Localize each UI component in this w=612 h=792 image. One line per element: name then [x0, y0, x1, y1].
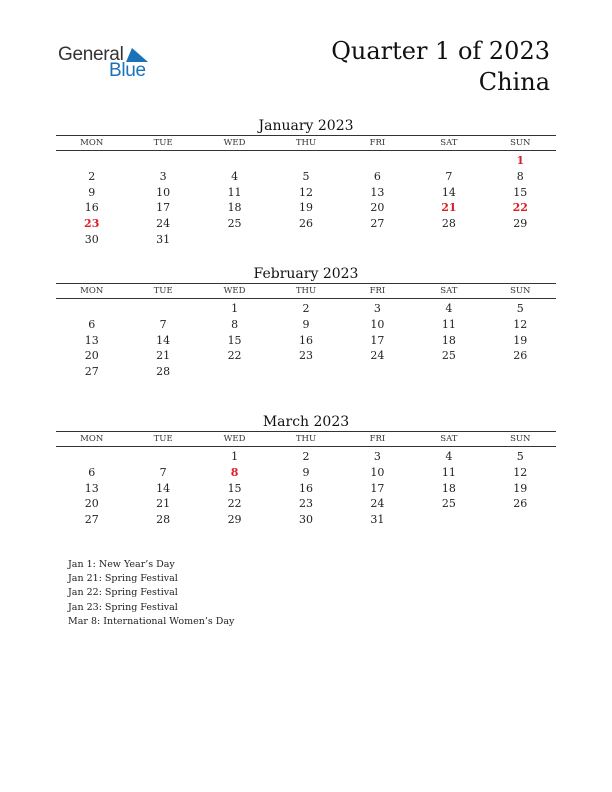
header-rule-bottom [56, 150, 556, 151]
weekday-label: SAT [440, 434, 458, 444]
day-cell: 21 [156, 497, 171, 511]
empty-day-cell [270, 232, 341, 248]
weekday-label: WED [223, 138, 246, 148]
day-cell: 24 [370, 497, 385, 511]
empty-day-cell [127, 153, 198, 169]
weekday-label: SUN [510, 434, 531, 444]
holiday-list [68, 558, 234, 629]
day-cell: 6 [88, 465, 96, 479]
weekday-label: WED [223, 286, 246, 296]
day-cell: 8 [231, 317, 239, 331]
weekday-label: MON [80, 138, 104, 148]
day-cell: 10 [370, 317, 385, 331]
empty-day-cell [485, 512, 556, 528]
holiday-entry: Jan 23: Spring Festival [68, 601, 178, 613]
day-cell: 7 [445, 169, 453, 183]
day-cell: 13 [84, 333, 99, 347]
day-cell: 18 [441, 481, 456, 495]
weekday-header [56, 136, 556, 150]
weekday-label: THU [295, 434, 317, 444]
day-cell: 9 [88, 185, 96, 199]
day-cell: 25 [441, 349, 456, 363]
day-cell: 24 [370, 349, 385, 363]
day-cell: 1 [231, 302, 239, 315]
weekday-label: SUN [510, 138, 531, 148]
empty-day-cell [270, 153, 341, 169]
day-cell: 31 [370, 513, 385, 527]
weekday-label: FRI [369, 138, 386, 148]
month-march [56, 413, 556, 528]
day-cell: 17 [370, 333, 385, 347]
day-grid [56, 153, 556, 248]
empty-day-cell [413, 512, 484, 528]
day-cell: 14 [441, 185, 456, 199]
day-cell: 3 [373, 450, 381, 463]
day-cell: 12 [513, 317, 528, 331]
day-cell: 7 [159, 465, 167, 479]
empty-day-cell [127, 449, 198, 465]
day-cell: 27 [84, 365, 99, 379]
weekday-header [56, 432, 556, 446]
day-cell: 4 [445, 450, 453, 463]
header-rule-bottom [56, 298, 556, 299]
day-cell: 30 [298, 513, 313, 527]
day-cell: 19 [513, 333, 528, 347]
day-cell: 23 [84, 217, 100, 231]
empty-day-cell [413, 364, 484, 380]
day-cell: 22 [227, 349, 242, 363]
day-cell: 6 [373, 169, 381, 183]
weekday-label: THU [295, 286, 317, 296]
weekday-label: FRI [369, 286, 386, 296]
day-cell: 28 [441, 217, 456, 231]
weekday-label: MON [80, 286, 104, 296]
day-cell: 2 [302, 302, 310, 315]
day-cell: 28 [156, 513, 171, 527]
day-cell: 27 [370, 217, 385, 231]
day-cell: 10 [156, 185, 171, 199]
day-cell: 29 [227, 513, 242, 527]
day-cell: 14 [156, 333, 171, 347]
holiday-entry: Jan 1: New Year’s Day [68, 559, 175, 570]
day-cell: 16 [84, 201, 99, 215]
day-cell: 13 [84, 481, 99, 495]
day-cell: 7 [159, 317, 167, 331]
weekday-label: TUE [153, 286, 173, 296]
empty-day-cell [56, 449, 127, 465]
empty-day-cell [413, 153, 484, 169]
empty-day-cell [413, 232, 484, 248]
empty-day-cell [199, 364, 270, 380]
empty-day-cell [199, 153, 270, 169]
day-cell: 11 [227, 185, 242, 199]
day-cell: 4 [231, 169, 239, 183]
title-quarter: Quarter 1 of 2023 [331, 37, 550, 65]
day-cell: 16 [298, 481, 313, 495]
brand-logo [58, 44, 158, 84]
day-cell: 18 [441, 333, 456, 347]
weekday-label: SAT [440, 286, 458, 296]
month-title: March 2023 [262, 414, 350, 430]
weekday-label: THU [295, 138, 317, 148]
day-cell: 20 [84, 349, 99, 363]
day-cell: 16 [298, 333, 313, 347]
weekday-label: TUE [153, 138, 173, 148]
day-cell: 8 [516, 169, 524, 183]
logo-text-general: General [58, 44, 124, 65]
day-cell: 26 [513, 349, 528, 363]
day-cell: 17 [370, 481, 385, 495]
day-cell: 26 [298, 217, 313, 231]
holiday-entry: Jan 22: Spring Festival [68, 587, 178, 599]
day-cell: 18 [227, 201, 242, 215]
day-cell: 20 [84, 497, 99, 511]
day-cell: 21 [441, 201, 457, 215]
day-cell: 15 [227, 481, 242, 495]
empty-day-cell [127, 301, 198, 317]
page-title [331, 36, 550, 98]
holiday-entry: Jan 21: Spring Festival [68, 573, 178, 585]
day-cell: 28 [156, 365, 171, 379]
empty-day-cell [342, 364, 413, 380]
day-cell: 3 [159, 169, 167, 183]
day-grid [56, 301, 556, 380]
day-cell: 2 [302, 450, 310, 463]
day-cell: 20 [370, 201, 385, 215]
day-cell: 24 [156, 217, 171, 231]
empty-day-cell [342, 153, 413, 169]
month-title: January 2023 [258, 118, 354, 134]
day-cell: 8 [230, 465, 239, 479]
day-cell: 10 [370, 465, 385, 479]
day-cell: 30 [84, 232, 99, 246]
day-cell: 27 [84, 513, 99, 527]
day-cell: 11 [441, 317, 456, 331]
title-country: China [478, 68, 550, 96]
day-cell: 5 [516, 450, 524, 463]
logo-text-blue: Blue [109, 60, 146, 81]
day-cell: 25 [227, 217, 242, 231]
empty-day-cell [56, 301, 127, 317]
header-rule-bottom [56, 446, 556, 447]
day-cell: 31 [156, 232, 171, 246]
empty-day-cell [56, 153, 127, 169]
weekday-label: WED [223, 434, 246, 444]
day-cell: 19 [298, 201, 313, 215]
day-cell: 22 [227, 497, 242, 511]
empty-day-cell [270, 364, 341, 380]
empty-day-cell [485, 364, 556, 380]
day-cell: 25 [441, 497, 456, 511]
day-cell: 19 [513, 481, 528, 495]
day-cell: 12 [298, 185, 313, 199]
day-grid [56, 449, 556, 528]
weekday-label: SAT [440, 138, 458, 148]
empty-day-cell [342, 232, 413, 248]
day-cell: 22 [512, 201, 528, 215]
day-cell: 12 [513, 465, 528, 479]
day-cell: 6 [88, 317, 96, 331]
weekday-label: MON [80, 434, 104, 444]
day-cell: 17 [156, 201, 171, 215]
day-cell: 13 [370, 185, 385, 199]
day-cell: 4 [445, 302, 453, 315]
day-cell: 3 [373, 302, 381, 315]
month-january [56, 117, 556, 248]
day-cell: 29 [513, 217, 528, 231]
day-cell: 15 [513, 185, 528, 199]
day-cell: 11 [441, 465, 456, 479]
day-cell: 1 [516, 154, 525, 167]
day-cell: 2 [88, 169, 96, 183]
day-cell: 15 [227, 333, 242, 347]
day-cell: 1 [231, 450, 239, 463]
holiday-entry: Mar 8: International Women’s Day [68, 615, 235, 627]
day-cell: 9 [302, 317, 310, 331]
day-cell: 21 [156, 349, 171, 363]
day-cell: 23 [298, 497, 313, 511]
weekday-label: TUE [153, 434, 173, 444]
empty-day-cell [199, 232, 270, 248]
weekday-header [56, 284, 556, 298]
empty-day-cell [485, 232, 556, 248]
day-cell: 5 [516, 302, 524, 315]
weekday-label: SUN [510, 286, 531, 296]
month-february [56, 265, 556, 380]
day-cell: 9 [302, 465, 310, 479]
day-cell: 23 [298, 349, 313, 363]
day-cell: 26 [513, 497, 528, 511]
month-title: February 2023 [253, 266, 359, 282]
day-cell: 5 [302, 169, 310, 183]
day-cell: 14 [156, 481, 171, 495]
weekday-label: FRI [369, 434, 386, 444]
